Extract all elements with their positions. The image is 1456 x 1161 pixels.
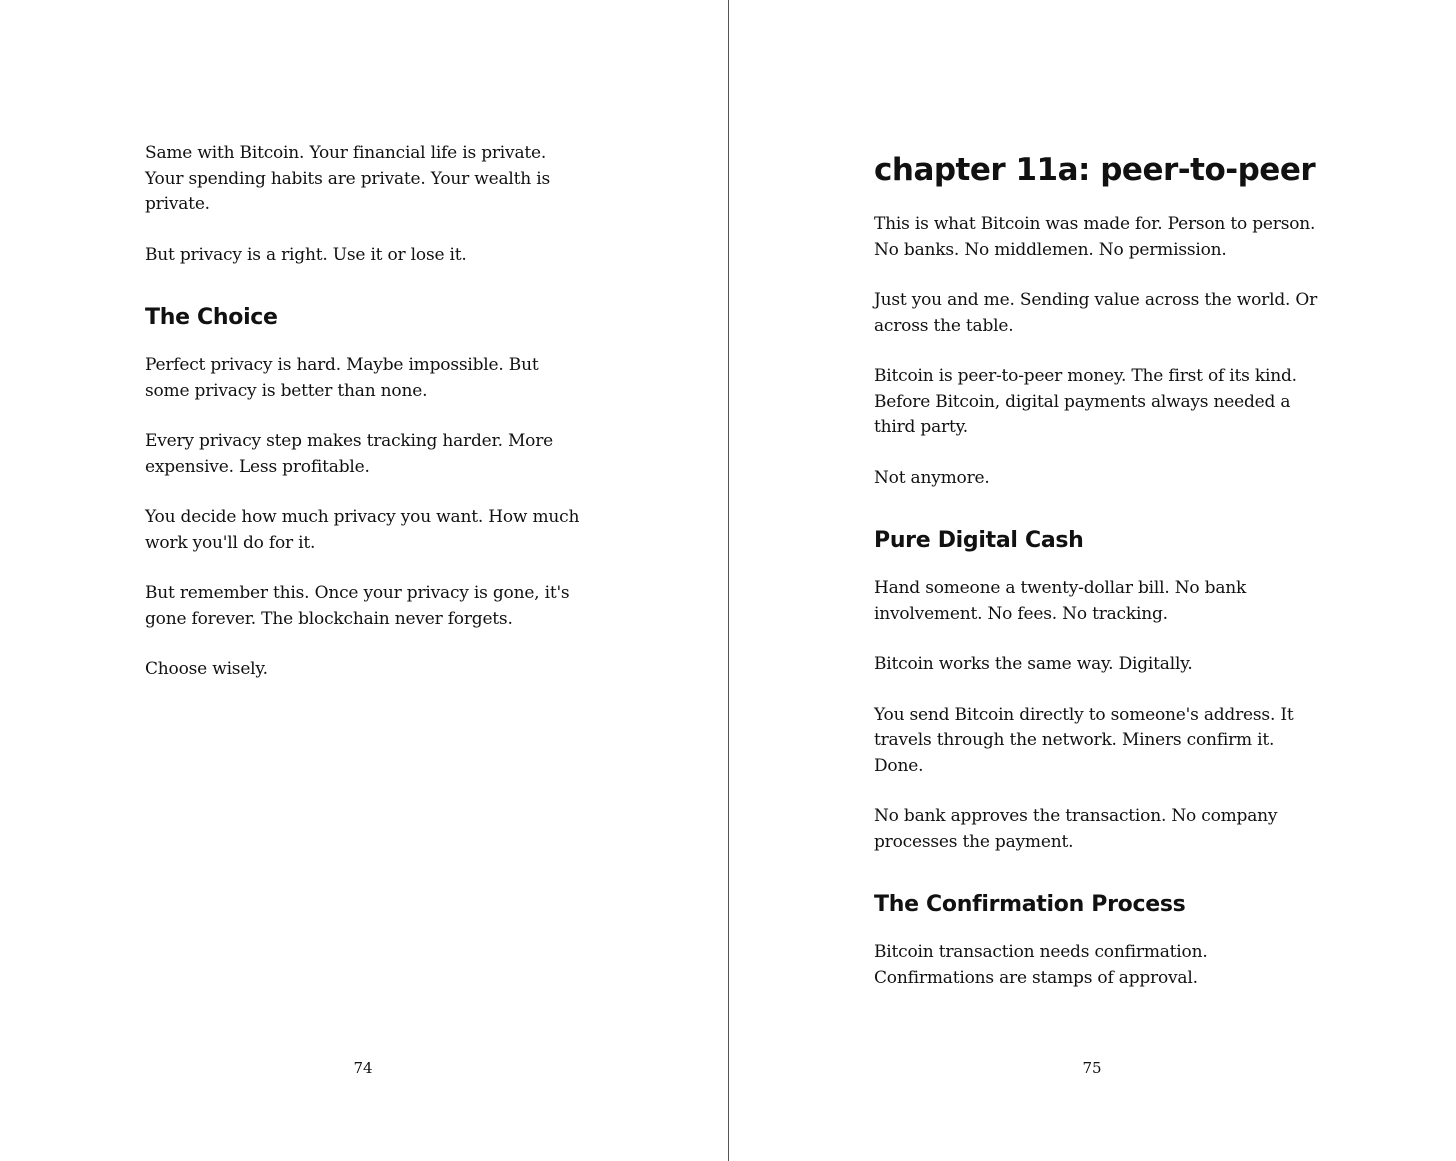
paragraph: Perfect privacy is hard. Maybe impossible. But some privacy is better than none. xyxy=(145,355,539,401)
section-heading: The Confirmation Process xyxy=(874,892,1186,917)
paragraph: You decide how much privacy you want. How much work you'll do for it. xyxy=(145,507,580,553)
section-heading: The Choice xyxy=(145,305,278,330)
paragraph: But privacy is a right. Use it or lose it. xyxy=(145,244,467,265)
paragraph: Bitcoin transaction needs confirmation. Confirmations are stamps of approval. xyxy=(874,942,1208,988)
right-page xyxy=(729,0,1456,1161)
paragraph: Choose wisely. xyxy=(145,659,268,679)
paragraph: Just you and me. Sending value across the world. Or across the table. xyxy=(874,290,1318,336)
right-page-content xyxy=(874,148,1319,1016)
paragraph: This is what Bitcoin was made for. Person to person. No banks. No middlemen. No permission. xyxy=(874,214,1316,260)
paragraph: Bitcoin is peer-to-peer money. The first of its kind. Before Bitcoin, digital payments always needed a third party. xyxy=(874,366,1297,437)
paragraph: Every privacy step makes tracking harder. More expensive. Less profitable. xyxy=(145,431,554,477)
paragraph: Hand someone a twenty-dollar bill. No bank involvement. No fees. No tracking. xyxy=(874,578,1247,624)
paragraph: You send Bitcoin directly to someone's address. It travels through the network. Miners confirm it. Done. xyxy=(874,704,1294,776)
paragraph: Not anymore. xyxy=(874,467,990,488)
section-heading: Pure Digital Cash xyxy=(874,528,1084,553)
paragraph: Same with Bitcoin. Your financial life is private. Your spending habits are private. Your wealth is private. xyxy=(145,143,550,214)
paragraph: Bitcoin works the same way. Digitally. xyxy=(874,654,1193,674)
chapter-title: chapter 11a: peer-to-peer xyxy=(874,152,1316,188)
paragraph: No bank approves the transaction. No company processes the payment. xyxy=(874,806,1278,852)
page-number: 75 xyxy=(1082,1059,1102,1077)
paragraph: But remember this. Once your privacy is gone, it's gone forever. The blockchain never forgets. xyxy=(145,583,570,629)
left-page-content xyxy=(145,141,585,708)
page-number: 74 xyxy=(353,1059,373,1077)
